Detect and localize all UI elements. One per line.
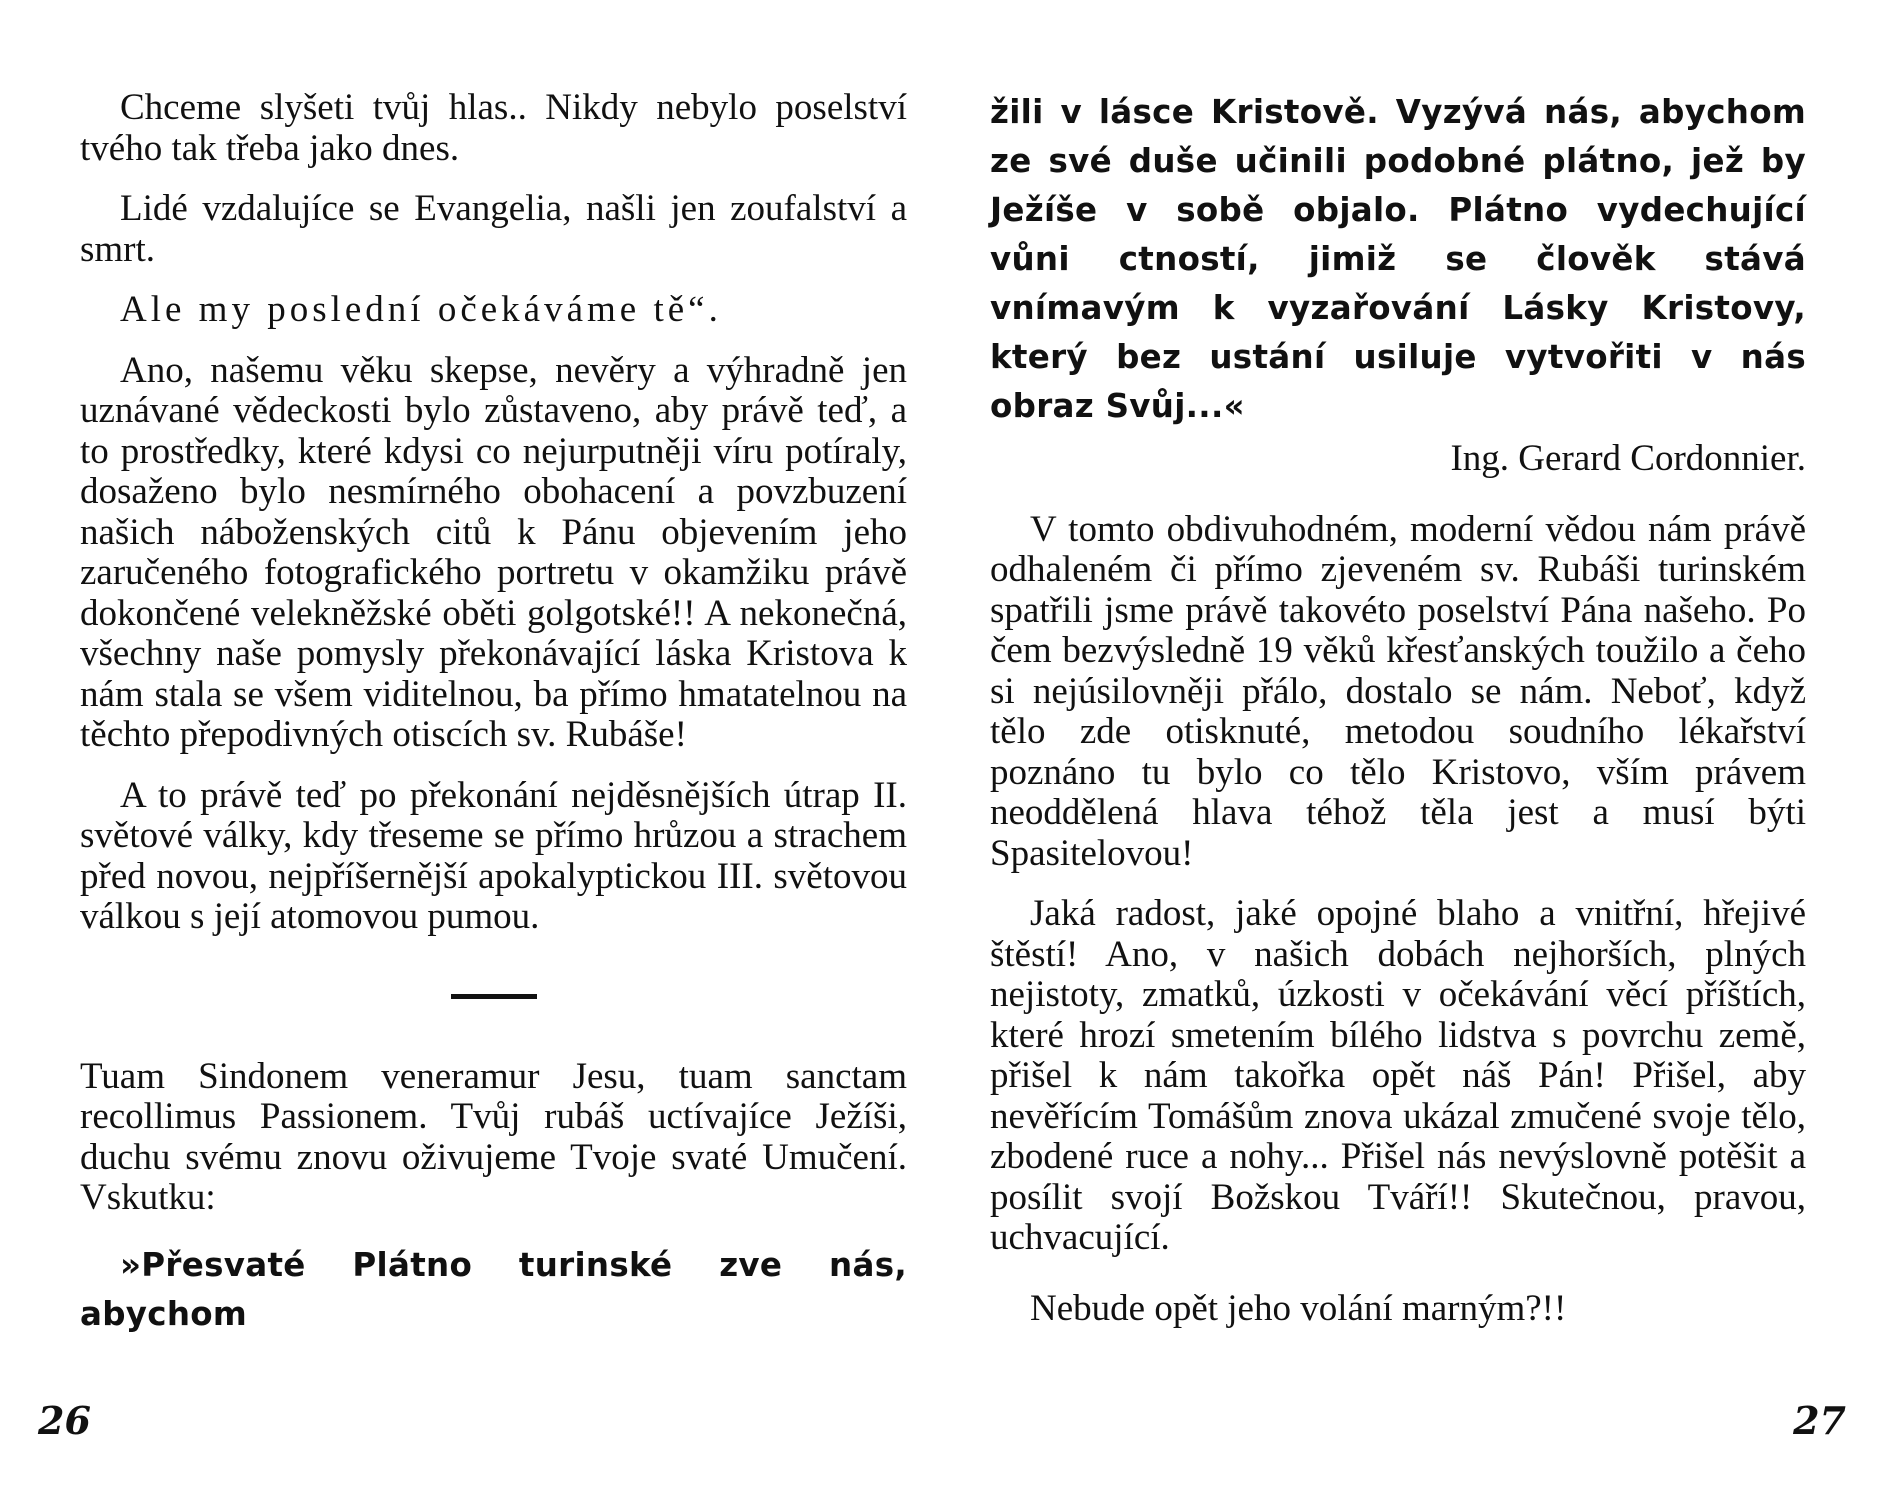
paragraph-nebude: Nebude opět jeho volání marným?!! xyxy=(1030,1287,1567,1329)
left-text-column xyxy=(80,88,907,1339)
quote-start: »Přesvaté Plátno turinské zve nás, abychom xyxy=(80,1245,907,1333)
paragraph-v-tomto: V tomto obdivuhodném, moderní vědou nám právě odhaleném či přímo zjeveném sv. Rubáši turinském spatřili jsme právě takovéto poselství Pána našeho. Po čem bezvýsledně 19 věků křesťanských toužilo a čeho si nejúsilovněji přálo, dostalo se nám. Neboť, když tělo zde otisknuté, metodou soudního lékařství poznáno tu bylo co tělo Kristovo, vším právem neoddělená hlava téhož těla jest a musí býti Spasitelovou! xyxy=(990,508,1806,874)
right-page xyxy=(941,0,1882,1500)
paragraph-latin: Tuam Sindonem veneramur Jesu, tuam sanctam recollimus Passionem. Tvůj rubáš uctívajíce Ježíši, duchu svému znovu oživujeme Tvoje svaté Umučení. Vskutku: xyxy=(80,1055,907,1218)
page-number-right: 27 xyxy=(1793,1398,1846,1443)
paragraph-a-to-prave: A to právě teď po překonání nejděsnějších útrap II. světové války, kdy třeseme se přímo hrůzou a strachem před novou, nejpříšernější apokalyptickou III. světovou válkou s její atomovou pumou. xyxy=(80,774,907,937)
paragraph-jaka-radost: Jaká radost, jaké opojné blaho a vnitřní, hřejivé štěstí! Ano, v našich dobách nejhorších, plných nejistoty, zmatků, úzkosti v očekávání věcí příštích, které hrozí smetením bílého lidstva s povrchu země, přišel k nám takořka opět náš Pán! Přišel, aby nevěřícím Tomášům znova ukázal zmučené svoje tělo, zbodené ruce a nohy... Přišel nás nevýslovně potěšit a posílit svojí Božskou Tváří!! Skutečnou, pravou, uchvacující. xyxy=(990,893,1806,1258)
paragraph-chceme: Chceme slyšeti tvůj hlas.. Nikdy nebylo poselství tvého tak třeba jako dnes. xyxy=(80,87,907,169)
paragraph-ano: Ano, našemu věku skepse, nevěry a výhradně jen uznávané vědeckosti bylo zůstaveno, aby právě teď, a to prostředky, které kdysi co nejurputněji víru potíraly, dosaženo bylo nesmírného obohacení a povzbuzení našich náboženských citů k Pánu objevením jeho zaručeného fotografického portretu v okamžiku právě dokončené velekněžské oběti golgotské!! A nekonečná, všechny naše pomysly překonávající láska Kristova k nám stala se všem viditelnou, ba přímo hmatatelnou na těchto přepodivných otiscích sv. Rubáše! xyxy=(80,349,907,755)
right-text-column xyxy=(990,88,1806,1329)
quote-signature: Ing. Gerard Cordonnier. xyxy=(1450,438,1806,479)
paragraph-ale-my: Ale my poslední očekáváme tě“. xyxy=(120,289,722,330)
page-number-left: 26 xyxy=(38,1398,91,1443)
paragraph-lide: Lidé vzdalujíce se Evangelia, našli jen zoufalství a smrt. xyxy=(80,188,907,270)
section-separator xyxy=(451,994,537,999)
quote-continuation: žili v lásce Kristově. Vyzývá nás, abychom ze své duše učinili podobné plátno, jež by Ježíše v sobě objalo. Plátno vydechující vůni ctností, jimiž se člověk stává vnímavým k vyzařování Lásky Kristovy, který bez ustání usiluje vytvořiti v nás obraz Svůj...« xyxy=(990,93,1806,425)
